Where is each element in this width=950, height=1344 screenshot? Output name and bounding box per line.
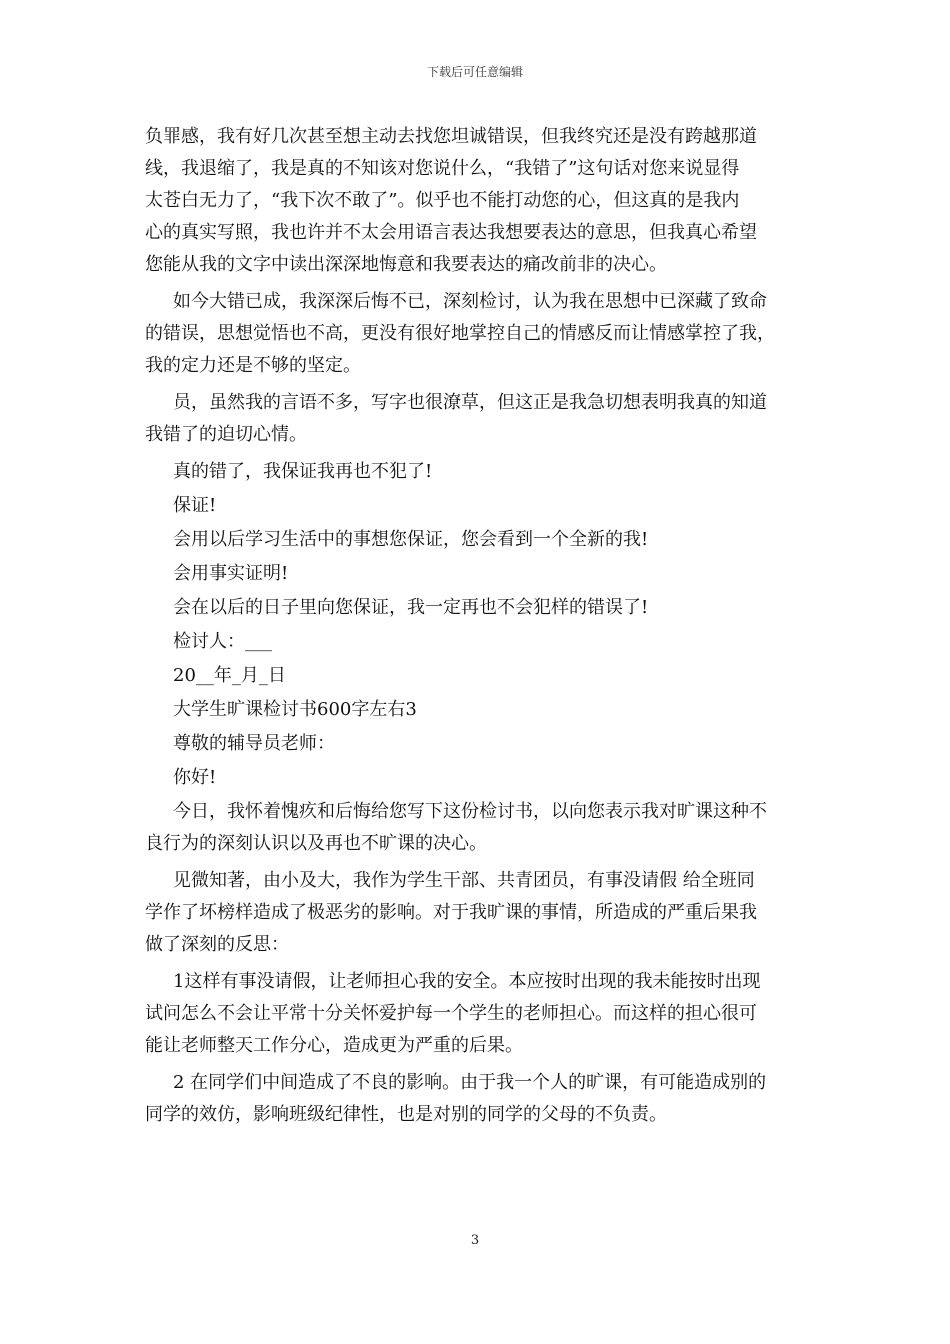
document-body — [145, 121, 815, 1136]
paragraph — [145, 865, 815, 961]
text-line: 太苍白无力了，“我下次不敢了”。似乎也不能打动您的心，但这真的是我内 — [145, 190, 740, 211]
section-title: 大学生旷课检讨书600字左右3 — [173, 699, 417, 720]
text-line: 的错误，思想觉悟也不高，更没有很好地掌控自己的情感反而让情感掌控了我， — [145, 323, 775, 344]
text-line: 见微知著，由小及大，我作为学生干部、共青团员，有事没请假 给全班同 — [173, 870, 755, 891]
text-line: 负罪感，我有好几次甚至想主动去找您坦诚错误，但我终究还是没有跨越那道 — [145, 126, 757, 147]
text-line: 2 在同学们中间造成了不良的影响。由于我一个人的旷课，有可能造成别的 — [173, 1072, 767, 1093]
text-line: 会用以后学习生活中的事想您保证，您会看到一个全新的我! — [173, 529, 649, 550]
text-line: 能让老师整天工作分心，造成更为严重的后果。 — [145, 1035, 523, 1056]
page-number: 3 — [470, 1233, 480, 1248]
text-line: 我错了的迫切心情。 — [145, 424, 307, 445]
paragraph — [145, 966, 815, 1062]
text-line: 保证! — [173, 495, 217, 516]
text-line: 会在以后的日子里向您保证，我一定再也不会犯样的错误了! — [173, 597, 649, 618]
text-line: 心的真实写照，我也许并不太会用语言表达我想要表达的意思，但我真心希望 — [145, 222, 757, 243]
paragraph — [145, 387, 815, 451]
text-line: 线，我退缩了，我是真的不知该对您说什么，“我错了”这句话对您来说显得 — [145, 158, 740, 179]
text-line: 同学的效仿，影响班级纪律性，也是对别的同学的父母的不负责。 — [145, 1104, 667, 1125]
paragraph — [145, 796, 815, 860]
paragraph — [145, 121, 815, 281]
text-line: 学作了坏榜样造成了极恶劣的影响。对于我旷课的事情，所造成的严重后果我 — [145, 902, 757, 923]
text-line: 员，虽然我的言语不多，写字也很潦草，但这正是我急切想表明我真的知道 — [173, 392, 767, 413]
salutation: 尊敬的辅导员老师： — [173, 733, 335, 754]
text-line: 会用事实证明! — [173, 563, 289, 584]
text-line: 做了深刻的反思： — [145, 934, 289, 955]
text-line: 1这样有事没请假，让老师担心我的安全。本应按时出现的我未能按时出现 — [173, 971, 761, 992]
text-line: 今日，我怀着愧疚和后悔给您写下这份检讨书，以向您表示我对旷课这种不 — [173, 801, 767, 822]
paragraph — [145, 286, 815, 382]
greeting: 你好! — [173, 767, 217, 788]
paragraph — [145, 1067, 815, 1131]
text-line: 试问怎么不会让平常十分关怀爱护每一个学生的老师担心。而这样的担心很可 — [145, 1003, 757, 1024]
text-line: 我的定力还是不够的坚定。 — [145, 355, 361, 376]
date-line: 20__年_月_日 — [173, 665, 286, 686]
text-line: 良行为的深刻认识以及再也不旷课的决心。 — [145, 833, 487, 854]
text-line: 如今大错已成，我深深后悔不已，深刻检讨，认为我在思想中已深藏了致命 — [173, 291, 767, 312]
signature-line: 检讨人：___ — [173, 631, 272, 652]
page-header: 下载后可任意编辑 — [426, 65, 523, 79]
text-line: 您能从我的文字中读出深深地悔意和我要表达的痛改前非的决心。 — [145, 254, 667, 275]
text-line: 真的错了，我保证我再也不犯了! — [173, 461, 433, 482]
